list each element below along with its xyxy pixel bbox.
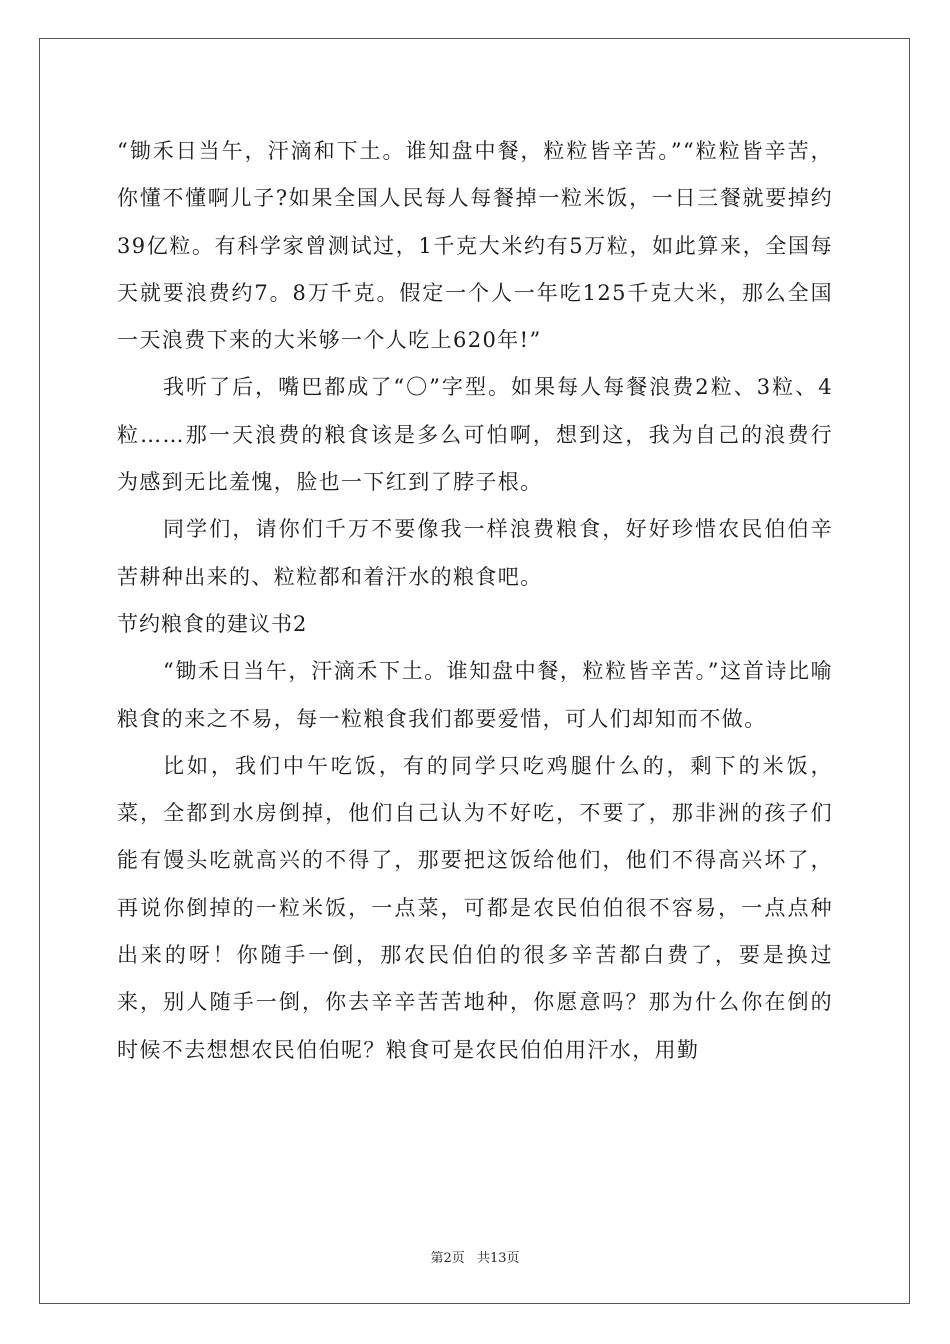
document-body — [117, 128, 833, 1074]
paragraph: 同学们，请你们千万不要像我一样浪费粮食，好好珍惜农民伯伯辛苦耕种出来的、粒粒都和着汗水的粮食吧。 — [117, 517, 833, 589]
paragraph: “锄禾日当午，汗滴和下土。谁知盘中餐，粒粒皆辛苦。”“粒粒皆辛苦，你懂不懂啊儿子?如果全国人民每人每餐掉一粒米饭，一日三餐就要掉约39亿粒。有科学家曾测试过，1千克大米约有5万粒，如此算来，全国每天就要浪费约7。8万千克。假定一个人一年吃125千克大米，那么全国一天浪费下来的大米够一个人吃上620年!” — [117, 139, 833, 353]
page-total: 共13页 — [476, 1251, 520, 1266]
paragraph: 比如，我们中午吃饭，有的同学只吃鸡腿什么的，剩下的米饭，菜，全都到水房倒掉，他们自己认为不好吃，不要了，那非洲的孩子们能有馒头吃就高兴的不得了，那要把这饭给他们，他们不得高兴坏了，再说你倒掉的一粒米饭，一点菜，可都是农民伯伯很不容易，一点点种出来的呀！你随手一倒，那农民伯伯的很多辛苦都白费了，要是换过来，别人随手一倒，你去辛辛苦苦地种，你愿意吗？那为什么你在倒的时候不去想想农民伯伯呢？粮食可是农民伯伯用汗水，用勤 — [117, 753, 833, 1062]
page-footer — [0, 1247, 950, 1266]
page-number: 第2页 — [430, 1251, 465, 1266]
paragraph: “锄禾日当午，汗滴禾下土。谁知盘中餐，粒粒皆辛苦。”这首诗比喻粮食的来之不易，每一粒粮食我们都要爱惜，可人们却知而不做。 — [117, 659, 833, 731]
section-heading: 节约粮食的建议书2 — [117, 611, 308, 636]
paragraph: 我听了后，嘴巴都成了“〇”字型。如果每人每餐浪费2粒、3粒、4粒……那一天浪费的粮食该是多么可怕啊，想到这，我为自己的浪费行为感到无比羞愧，脸也一下红到了脖子根。 — [117, 375, 833, 495]
